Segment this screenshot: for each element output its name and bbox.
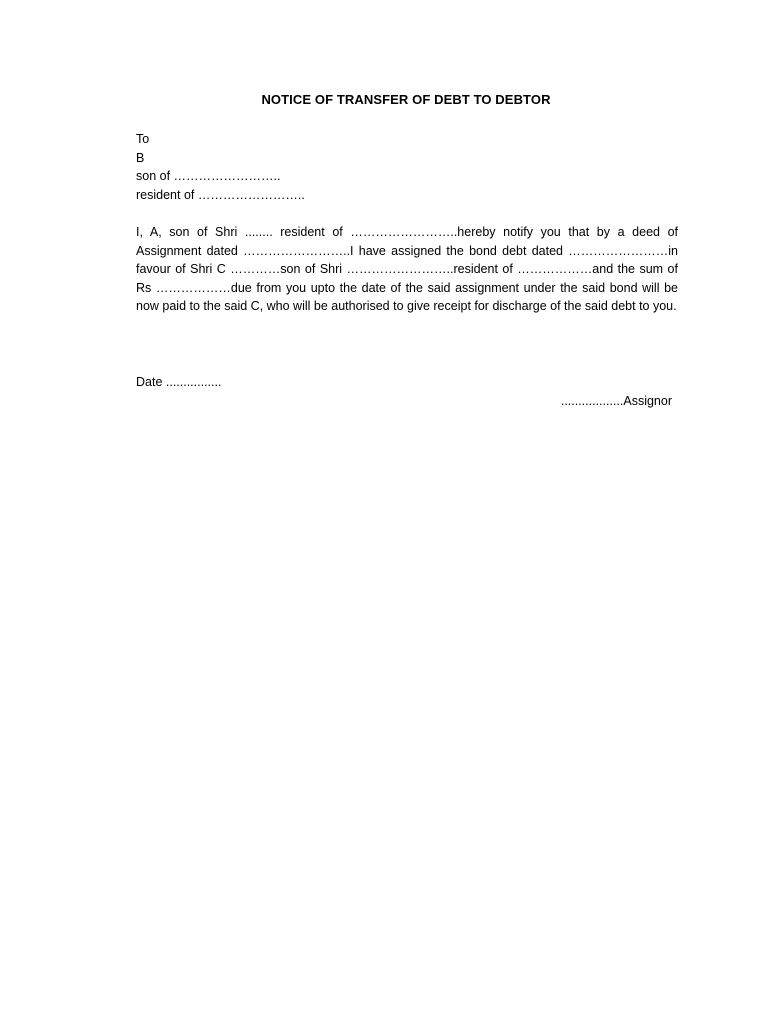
date-line: Date ................ (136, 375, 222, 389)
assignor-signature-line: ..................Assignor (560, 394, 672, 408)
addressee-to: To (136, 132, 150, 146)
addressee-block (136, 130, 305, 204)
notice-body: I, A, son of Shri ........ resident of ……………………..hereby notify you that by a deed of Assignment dated ……………………..I have assigned the bond debt dated ……………………in favour of Shri C …………son of Shri ……………………..resident of ………………and the sum of Rs ………………due from you upto the date of the said assignment under the said bond will be now paid to the said C, who will be authorised to give receipt for discharge of the said debt to you. (136, 225, 678, 313)
addressee-resident-of: resident of …………………….. (136, 187, 305, 202)
addressee-son-of: son of …………………….. (136, 169, 281, 183)
document-title: NOTICE OF TRANSFER OF DEBT TO DEBTOR (261, 92, 551, 107)
addressee-name: B (136, 150, 145, 165)
